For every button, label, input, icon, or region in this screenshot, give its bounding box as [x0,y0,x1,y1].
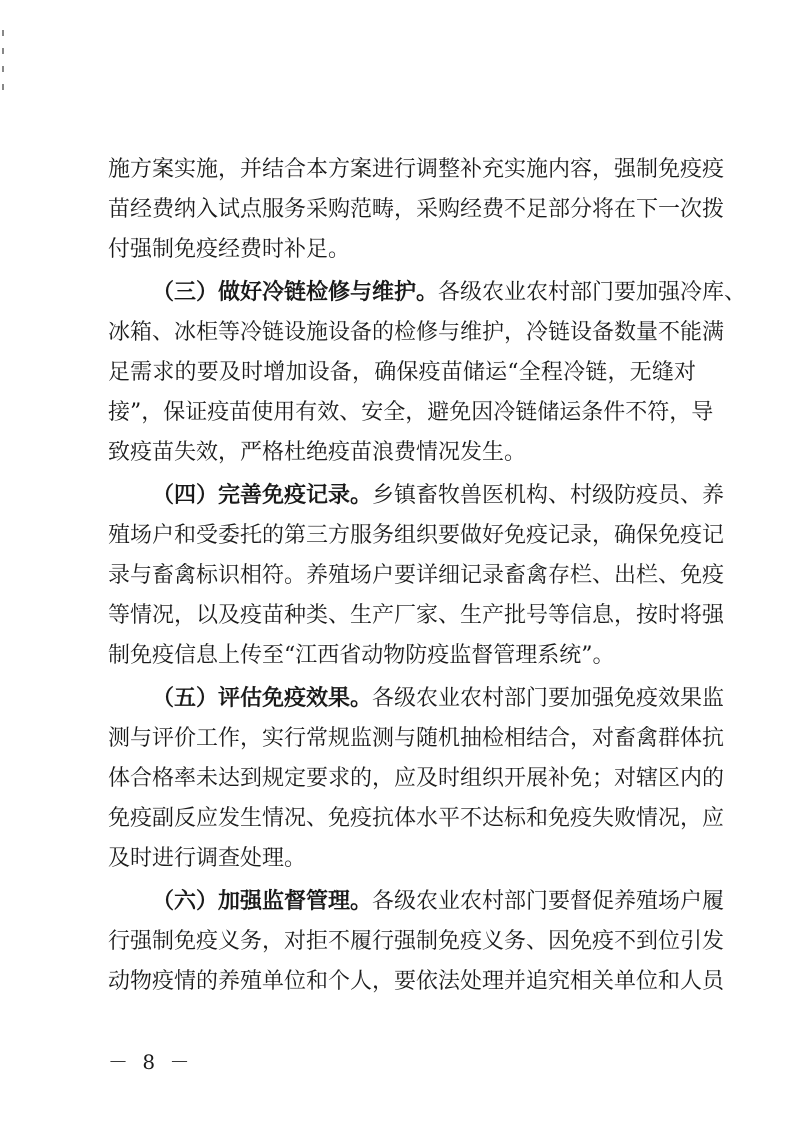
paragraph-immunization-effect [108,679,725,879]
text-line: 体合格率未达到规定要求的，应及时组织开展补免；对辖区内的 [108,766,725,791]
text-line: 付强制免疫经费时补足。 [108,237,351,262]
text-line: 录与畜禽标识相符。养殖场户要详细记录畜禽存栏、出栏、免疫 [108,563,725,588]
section-heading: （三）做好冷链检修与维护。 [152,280,439,305]
margin-tick [2,30,4,36]
document-body [108,150,747,1002]
paragraph-supervision [108,882,725,1002]
text-line: 施方案实施，并结合本方案进行调整补充实施内容，强制免疫疫 [108,157,725,182]
text-run: 各级农业农村部门要督促养殖场户履 [372,889,725,914]
paragraph-continuation [108,150,725,270]
text-run: 各级农业农村部门要加强冷库、 [438,280,747,305]
text-line: 测与评价工作，实行常规监测与随机抽检相结合，对畜禽群体抗 [108,726,725,751]
text-line [108,882,725,922]
text-line: 及时进行调查处理。 [108,846,307,871]
text-line: 等情况，以及疫苗种类、生产厂家、生产批号等信息，按时将强 [108,603,725,628]
binding-margin-marks [2,30,6,110]
text-line: 免疫副反应发生情况、免疫抗体水平不达标和免疫失败情况，应 [108,806,725,831]
margin-tick [2,84,4,90]
section-heading: （五）评估免疫效果。 [152,686,373,711]
text-line: 冰箱、冰柜等冷链设施设备的检修与维护，冷链设备数量不能满 [108,320,725,345]
text-line: 动物疫情的养殖单位和个人，要依法处理并追究相关单位和人员 [108,969,725,994]
paragraph-immunization-records [108,476,725,676]
page-number: － 8 － [108,1050,194,1074]
text-line [108,476,725,516]
paragraph-cold-chain [108,273,747,473]
text-line: 殖场户和受委托的第三方服务组织要做好免疫记录，确保免疫记 [108,523,725,548]
section-heading: （六）加强监督管理。 [152,889,373,914]
text-line: 苗经费纳入试点服务采购范畴，采购经费不足部分将在下一次拨 [108,197,725,222]
text-line [108,273,747,313]
text-run: 各级农业农村部门要加强免疫效果监 [372,686,725,711]
text-line: 致疫苗失效，严格杜绝疫苗浪费情况发生。 [108,440,527,465]
margin-tick [2,48,4,54]
text-line [108,679,725,719]
section-heading: （四）完善免疫记录。 [152,483,373,508]
text-line: 足需求的要及时增加设备，确保疫苗储运“全程冷链，无缝对 [108,360,696,385]
text-run: 乡镇畜牧兽医机构、村级防疫员、养 [372,483,725,508]
margin-tick [2,66,4,72]
text-line: 制免疫信息上传至“江西省动物防疫监督管理系统”。 [108,643,615,668]
text-line: 接”，保证疫苗使用有效、安全，避免因冷链储运条件不符，导 [108,400,714,425]
text-line: 行强制免疫义务，对拒不履行强制免疫义务、因免疫不到位引发 [108,929,725,954]
